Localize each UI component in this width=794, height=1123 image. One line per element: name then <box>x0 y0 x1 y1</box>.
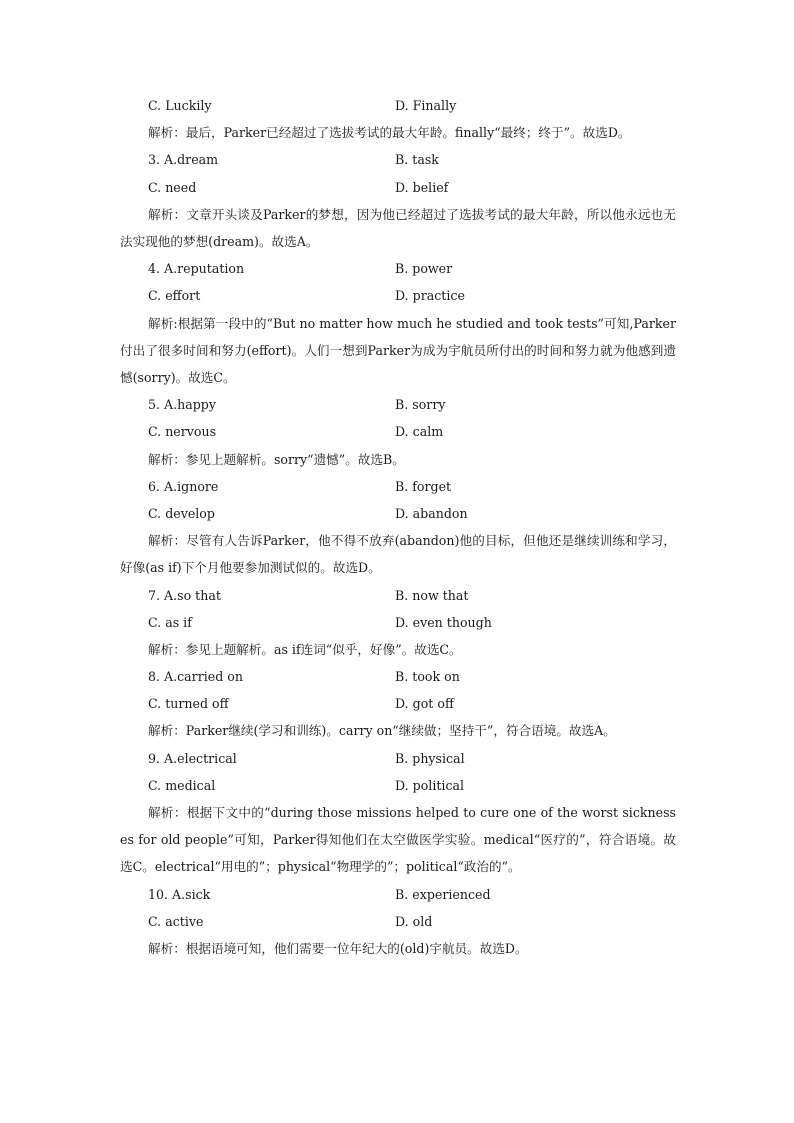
option-a: 10. A.sick <box>148 886 211 902</box>
explanation: 解析：参见上题解析。sorry“遗憾”。故选B。 <box>148 451 405 467</box>
option-a: 8. A.carried on <box>148 669 243 685</box>
option-row-ab <box>120 146 676 173</box>
explanation: 解析：文章开头谈及Parker的梦想，因为他已经超过了选拔考试的最大年龄，所以他永远也无法实现他的梦想(dream)。故选A。 <box>120 206 676 249</box>
option-b: B. task <box>395 152 439 168</box>
option-row-cd <box>120 174 676 201</box>
option-c: C. medical <box>148 777 216 793</box>
option-a: 9. A.electrical <box>148 750 237 766</box>
option-c: C. turned off <box>148 696 229 712</box>
option-b: B. now that <box>395 587 469 603</box>
option-row-ab <box>120 473 676 500</box>
option-row-ab <box>120 881 676 908</box>
option-c: C. active <box>148 913 204 929</box>
option-d: D. abandon <box>395 505 468 521</box>
option-c: C. Luckily <box>148 98 212 113</box>
option-c: C. need <box>148 179 197 195</box>
option-row-cd <box>120 908 676 935</box>
answer-key-page <box>120 92 676 962</box>
option-a: 7. A.so that <box>148 587 221 603</box>
option-a: 5. A.happy <box>148 397 216 413</box>
option-d: D. belief <box>395 179 449 195</box>
option-row-ab <box>120 255 676 282</box>
option-row-ab <box>120 663 676 690</box>
option-c: C. as if <box>148 614 192 630</box>
explanation: 解析:根据第一段中的“But no matter how much he studied and took tests”可知,Parker付出了很多时间和努力(effort)。人们一想到Parker为成为宇航员所付出的时间和努力就为他感到遗憾(sorry)。故选C。 <box>120 315 676 385</box>
option-b: B. physical <box>395 750 465 766</box>
option-c: C. nervous <box>148 424 217 440</box>
explanation: 解析：根据语境可知，他们需要一位年纪大的(old)宇航员。故选D。 <box>148 941 528 957</box>
option-row-cd <box>120 772 676 799</box>
option-row-ab <box>120 391 676 418</box>
option-d: D. even though <box>395 614 492 630</box>
option-d: D. Finally <box>395 98 457 113</box>
explanation: 解析：最后，Parker已经超过了选拔考试的最大年龄。finally“最终；终于”。故选D。 <box>148 125 631 141</box>
option-d: D. practice <box>395 288 465 304</box>
option-d: D. old <box>395 913 433 929</box>
option-a: 6. A.ignore <box>148 478 219 494</box>
option-row-cd <box>120 500 676 527</box>
option-b: B. experienced <box>395 886 491 902</box>
option-d: D. political <box>395 777 465 793</box>
option-c: C. effort <box>148 288 201 304</box>
option-d: D. calm <box>395 424 444 440</box>
option-a: 3. A.dream <box>148 152 219 168</box>
option-b: B. took on <box>395 669 460 685</box>
option-b: B. forget <box>395 478 452 494</box>
option-row-ab <box>120 745 676 772</box>
option-row-cd <box>120 282 676 309</box>
option-a: 4. A.reputation <box>148 261 245 277</box>
option-row-cd <box>120 418 676 445</box>
option-row-cd <box>120 92 676 119</box>
explanation: 解析：Parker继续(学习和训练)。carry on“继续做；坚持干”，符合语境。故选A。 <box>148 723 616 739</box>
option-b: B. power <box>395 261 453 277</box>
option-c: C. develop <box>148 505 215 521</box>
option-row-cd <box>120 609 676 636</box>
explanation: 解析：根据下文中的“during those missions helped to cure one of the worst sicknesses for old people”可知，Parker得知他们在太空做医学实验。medical“医疗的”，符合语境。故选C。electrical“用电的”；physical“物理学的”；political“政治的”。 <box>120 805 676 875</box>
option-row-cd <box>120 690 676 717</box>
option-row-ab <box>120 582 676 609</box>
explanation: 解析：尽管有人告诉Parker，他不得不放弃(abandon)他的目标，但他还是继续训练和学习，好像(as if)下个月他要参加测试似的。故选D。 <box>120 533 676 576</box>
option-b: B. sorry <box>395 397 446 413</box>
explanation: 解析：参见上题解析。as if连词“似乎，好像”。故选C。 <box>148 641 462 657</box>
option-d: D. got off <box>395 696 454 712</box>
